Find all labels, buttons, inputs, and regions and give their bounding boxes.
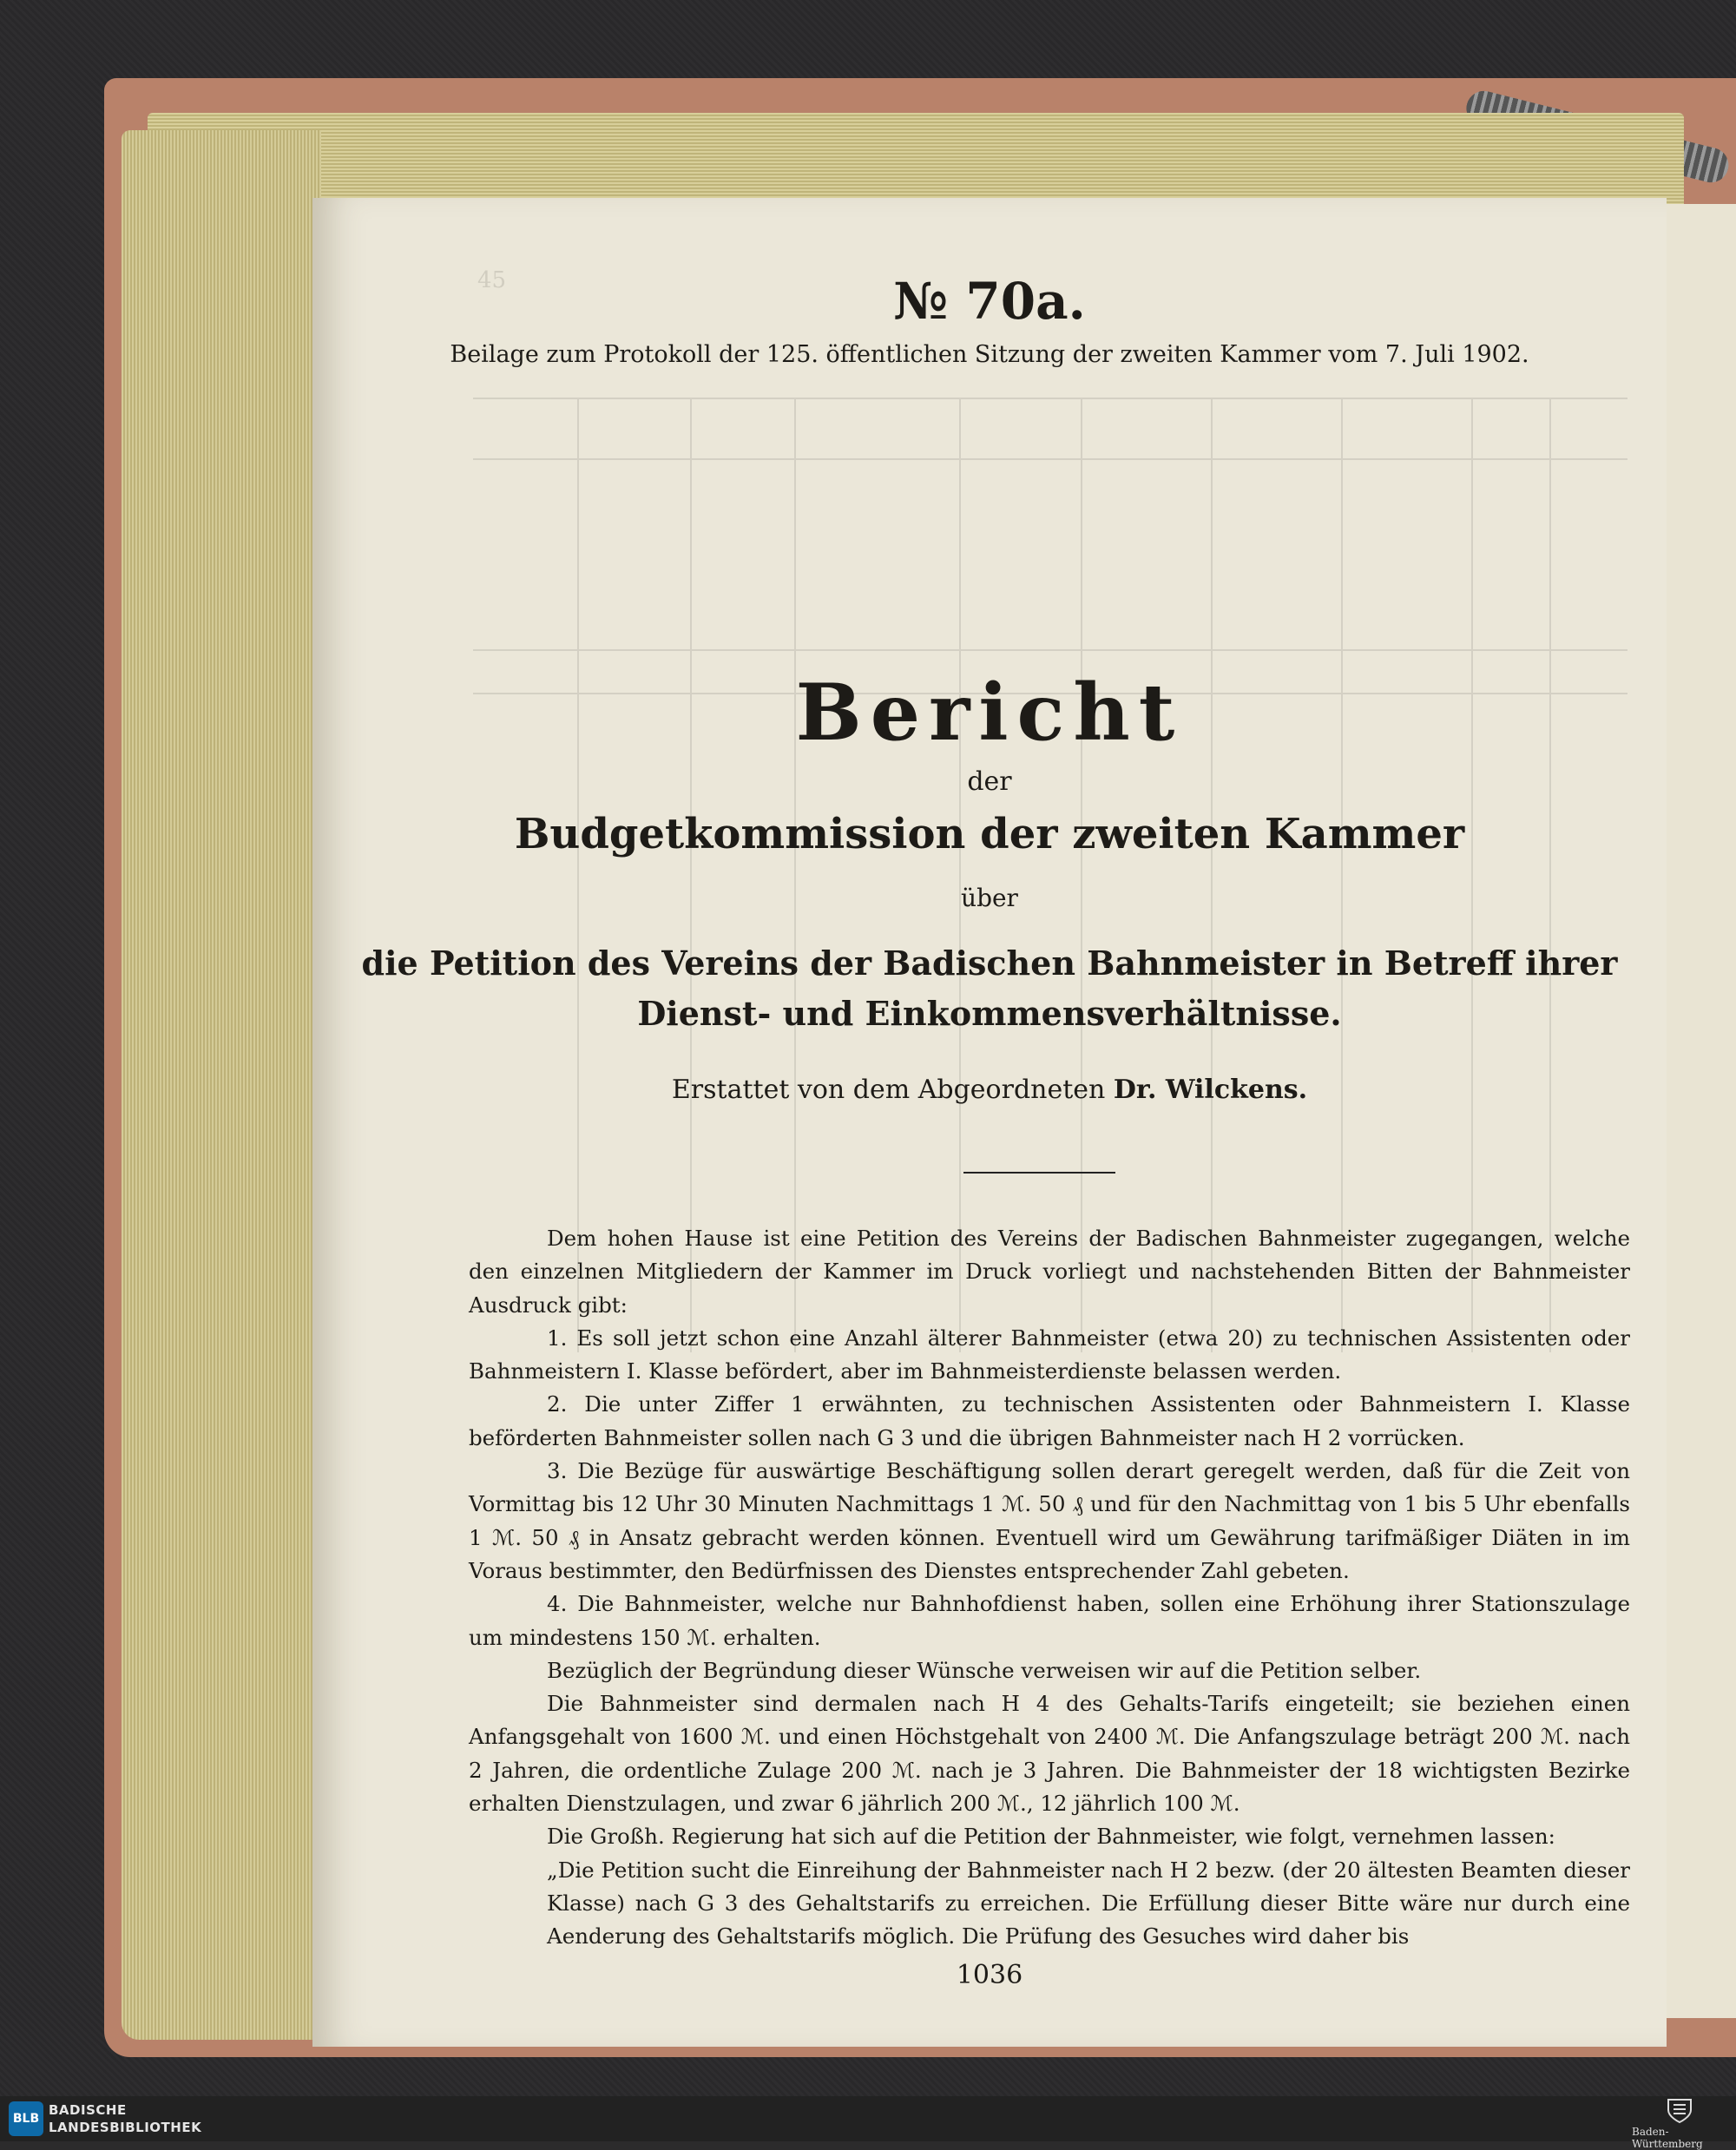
document-page	[312, 198, 1667, 2047]
state-label: Baden-Württemberg	[1632, 2126, 1703, 2150]
library-name[interactable]	[49, 2101, 201, 2136]
document-number: № 70a.	[893, 272, 1086, 331]
page-number: 1036	[956, 1960, 1023, 1990]
page-edges-top	[148, 113, 1684, 208]
paragraph: Dem hohen Hause ist eine Petition des Vereins der Badischen Bahnmeister zugegangen, welche den einzelnen Mitgliedern der Kammer im Druck vorliegt und nachstehenden Bitten der Bahnmeister Ausdruck gibt:	[469, 1226, 1630, 1318]
commission-heading: Budgetkommission der zweiten Kammer	[514, 810, 1465, 858]
library-name-line-1: BADISCHE	[49, 2102, 127, 2118]
petition-line-2: Dienst- und Einkommensverhältnisse.	[637, 994, 1342, 1033]
paragraph: Die Großh. Regierung hat sich auf die Petition der Bahnmeister, wie folgt, vernehmen lassen:	[547, 1824, 1555, 1850]
paragraph: Bezüglich der Begründung dieser Wünsche verweisen wir auf die Petition selber.	[547, 1657, 1422, 1683]
paragraph: 4. Die Bahnmeister, welche nur Bahnhofdienst haben, sollen eine Erhöhung ihrer Stationszulage um mindestens 150 ℳ. erhalten.	[469, 1591, 1630, 1650]
library-name-line-2: LANDESBIBLIOTHEK	[49, 2120, 202, 2135]
paragraph: Die Bahnmeister sind dermalen nach H 4 des Gehalts-Tarifs eingeteilt; sie beziehen einen Anfangsgehalt von 1600 ℳ. und einen Höchstgehalt von 2400 ℳ. Die Anfangszulage beträgt 200 ℳ. nach 2 Jahren, die ordentliche Zulage 200 ℳ. nach je 3 Jahren. Die Bahnmeister der 18 wichtigsten Bezirke erhalten Dienstzulagen, und zwar 6 jährlich 200 ℳ., 12 jährlich 100 ℳ.	[469, 1691, 1630, 1817]
document-title: Bericht	[795, 667, 1184, 759]
reporter-name: Dr. Wilckens.	[1113, 1075, 1308, 1105]
blb-logo[interactable]: BLB	[9, 2101, 43, 2136]
viewer-footer	[0, 2096, 1736, 2141]
quoted-paragraph: „Die Petition sucht die Einreihung der Bahnmeister nach H 2 bezw. (der 20 ältesten Beamten dieser Klasse) nach G 3 des Gehaltstarifs zu erreichen. Die Erfüllung dieser Bitte wäre nur durch eine Aenderung des Gehaltstarifs möglich. Die Prüfung des Gesuches wird daher bis	[547, 1857, 1630, 1949]
state-crest-icon	[1665, 2098, 1694, 2124]
section-divider	[963, 1172, 1115, 1174]
reporter-line	[312, 1075, 1667, 1105]
petition-line-1: die Petition des Vereins der Badischen Bahnmeister in Betreff ihrer	[361, 944, 1618, 983]
reporter-prefix: Erstattet von dem Abgeordneten	[671, 1075, 1106, 1105]
report-body	[469, 1222, 1630, 1954]
connector-ueber: über	[961, 884, 1018, 912]
petition-heading	[312, 938, 1667, 1039]
paragraph: 2. Die unter Ziffer 1 erwähnten, zu technischen Assistenten oder Bahnmeistern I. Klasse beförderten Bahnmeister sollen nach G 3 und die übrigen Bahnmeister nach H 2 vorrücken.	[469, 1391, 1630, 1450]
document-subtitle: Beilage zum Protokoll der 125. öffentlichen Sitzung der zweiten Kammer vom 7. Juli 1902.	[450, 341, 1529, 368]
paragraph: 1. Es soll jetzt schon eine Anzahl älterer Bahnmeister (etwa 20) zu technischen Assistenten oder Bahnmeistern I. Klasse befördert, aber im Bahnmeisterdienste belassen werden.	[469, 1325, 1630, 1384]
connector-der: der	[967, 766, 1012, 797]
bleed-through-page-number: 45	[477, 267, 507, 293]
paragraph: 3. Die Bezüge für auswärtige Beschäftigung sollen derart geregelt werden, daß für die Zeit von Vormittag bis 12 Uhr 30 Minuten Nachmittags 1 ℳ. 50 ₰ und für den Nachmittag von 1 bis 5 Uhr ebenfalls 1 ℳ. 50 ₰ in Ansatz gebracht werden können. Eventuell wird um Gewährung tarifmäßiger Diäten in im Voraus bestimmter, den Bedürfnissen des Dienstes entsprechender Zahl gebeten.	[469, 1458, 1630, 1583]
page-edges-left	[122, 130, 321, 2040]
